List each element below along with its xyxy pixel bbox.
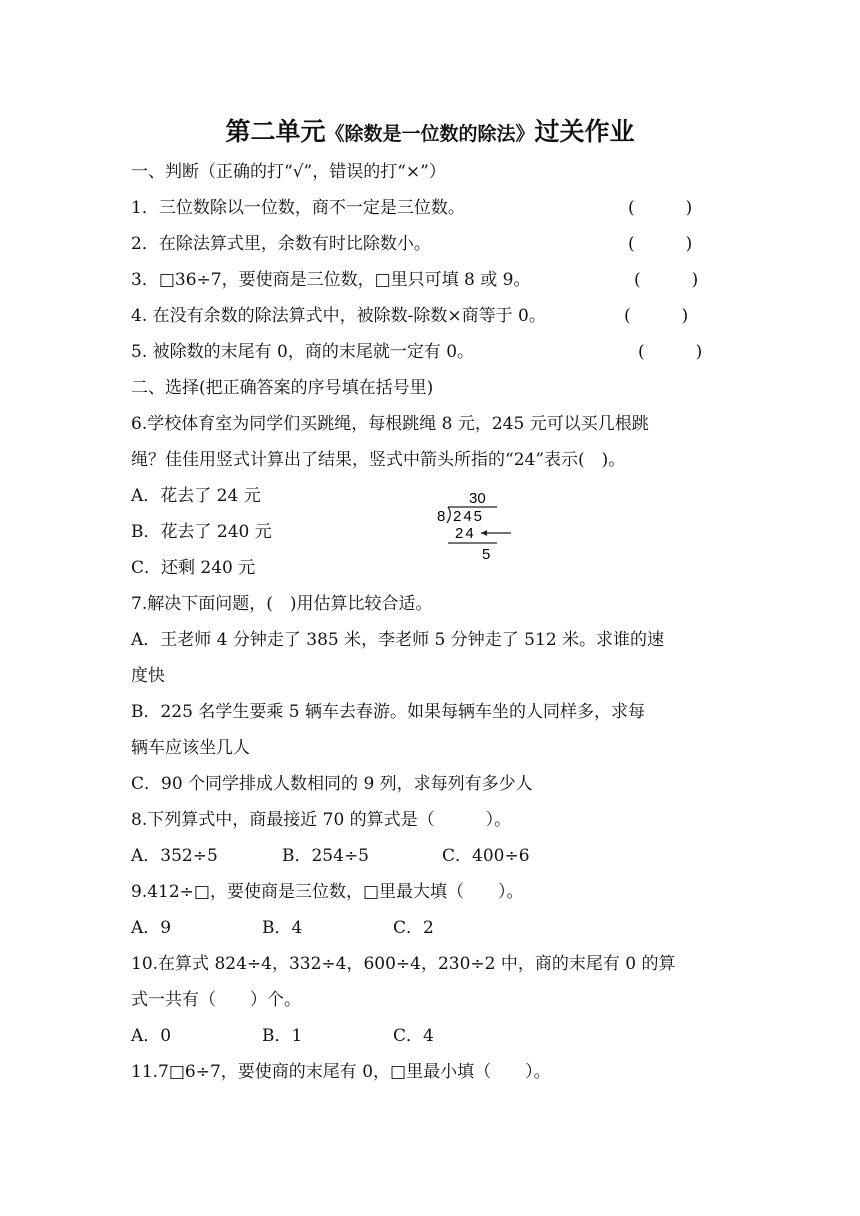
- q8-line-1: 8.下列算式中，商最接近 70 的算式是（ ）。: [131, 810, 512, 830]
- judge-answer-blank-1[interactable]: ( ): [628, 198, 693, 218]
- judge-answer-blank-3[interactable]: ( ): [634, 270, 699, 290]
- judge-item-2: 2．在除法算式里，余数有时比除数小。: [131, 234, 431, 254]
- judge-answer-blank-5[interactable]: ( ): [638, 342, 703, 362]
- judge-answer-blank-2[interactable]: ( ): [628, 234, 693, 254]
- q8-option-a: A．352÷5: [131, 846, 218, 866]
- long-division-figure: [415, 482, 515, 572]
- q7-option-a-line-2: 度快: [131, 666, 165, 686]
- q10-option-a: A．0: [131, 1026, 172, 1046]
- q8-option-b: B．254÷5: [282, 846, 370, 866]
- q6-option-b: B．花去了 240 元: [131, 522, 272, 542]
- q10-option-c: C．4: [393, 1026, 434, 1046]
- calc-divisor: 8: [437, 508, 446, 525]
- q7-option-b-line-2: 辆车应该坐几人: [131, 738, 250, 758]
- calc-remainder: 5: [482, 546, 491, 563]
- q7-line-1: 7.解决下面问题，( )用估算比较合适。: [131, 594, 433, 614]
- q10-option-b: B．1: [262, 1026, 303, 1046]
- judge-item-3: 3．□36÷7，要使商是三位数，□里只可填 8 或 9。: [131, 270, 531, 290]
- q6-option-c: C．还剩 240 元: [131, 558, 256, 578]
- section2-heading: 二、选择(把正确答案的序号填在括号里): [131, 378, 434, 398]
- q7-option-a-line-1: A．王老师 4 分钟走了 385 米，李老师 5 分钟走了 512 米。求谁的速: [131, 630, 665, 650]
- q9-option-a: A．9: [131, 918, 172, 938]
- q9-line-1: 9.412÷□，要使商是三位数，□里最大填（ ）。: [131, 882, 524, 902]
- judge-answer-blank-4[interactable]: ( ): [624, 306, 689, 326]
- title-book-name: 《除数是一位数的除法》: [325, 123, 535, 145]
- section1-heading: 一、判断（正确的打“√”，错误的打“×”）: [131, 162, 446, 182]
- q9-option-c: C．2: [393, 918, 434, 938]
- q8-option-c: C．400÷6: [442, 846, 530, 866]
- q10-line-1: 10.在算式 824÷4，332÷4，600÷4，230÷2 中，商的末尾有 0 的算: [131, 954, 676, 974]
- calc-quotient: 30: [469, 490, 486, 507]
- page-title: [0, 112, 860, 148]
- q6-line-2: 绳？佳佳用竖式计算出了结果，竖式中箭头所指的“24”表示( )。: [131, 450, 626, 470]
- calc-dividend: 245: [453, 508, 485, 525]
- judge-item-1: 1．三位数除以一位数，商不一定是三位数。: [131, 198, 465, 218]
- q9-option-b: B．4: [262, 918, 303, 938]
- title-prefix: 第二单元: [225, 117, 326, 146]
- judge-item-5: 5. 被除数的末尾有 0，商的末尾就一定有 0。: [131, 342, 475, 362]
- judge-item-4: 4. 在没有余数的除法算式中，被除数-除数×商等于 0。: [131, 306, 546, 326]
- title-suffix: 过关作业: [534, 117, 635, 146]
- q7-option-b-line-1: B．225 名学生要乘 5 辆车去春游。如果每辆车坐的人同样多，求每: [131, 702, 645, 722]
- q6-option-a: A．花去了 24 元: [131, 486, 261, 506]
- q6-line-1: 6.学校体育室为同学们买跳绳，每根跳绳 8 元，245 元可以买几根跳: [131, 414, 649, 434]
- q7-option-c: C．90 个同学排成人数相同的 9 列，求每列有多少人: [131, 774, 533, 794]
- calc-product: 24: [455, 525, 476, 542]
- q11-line-1: 11.7□6÷7，要使商的末尾有 0，□里最小填（ ）。: [131, 1062, 551, 1082]
- q10-line-2: 式一共有（ ）个。: [131, 990, 301, 1010]
